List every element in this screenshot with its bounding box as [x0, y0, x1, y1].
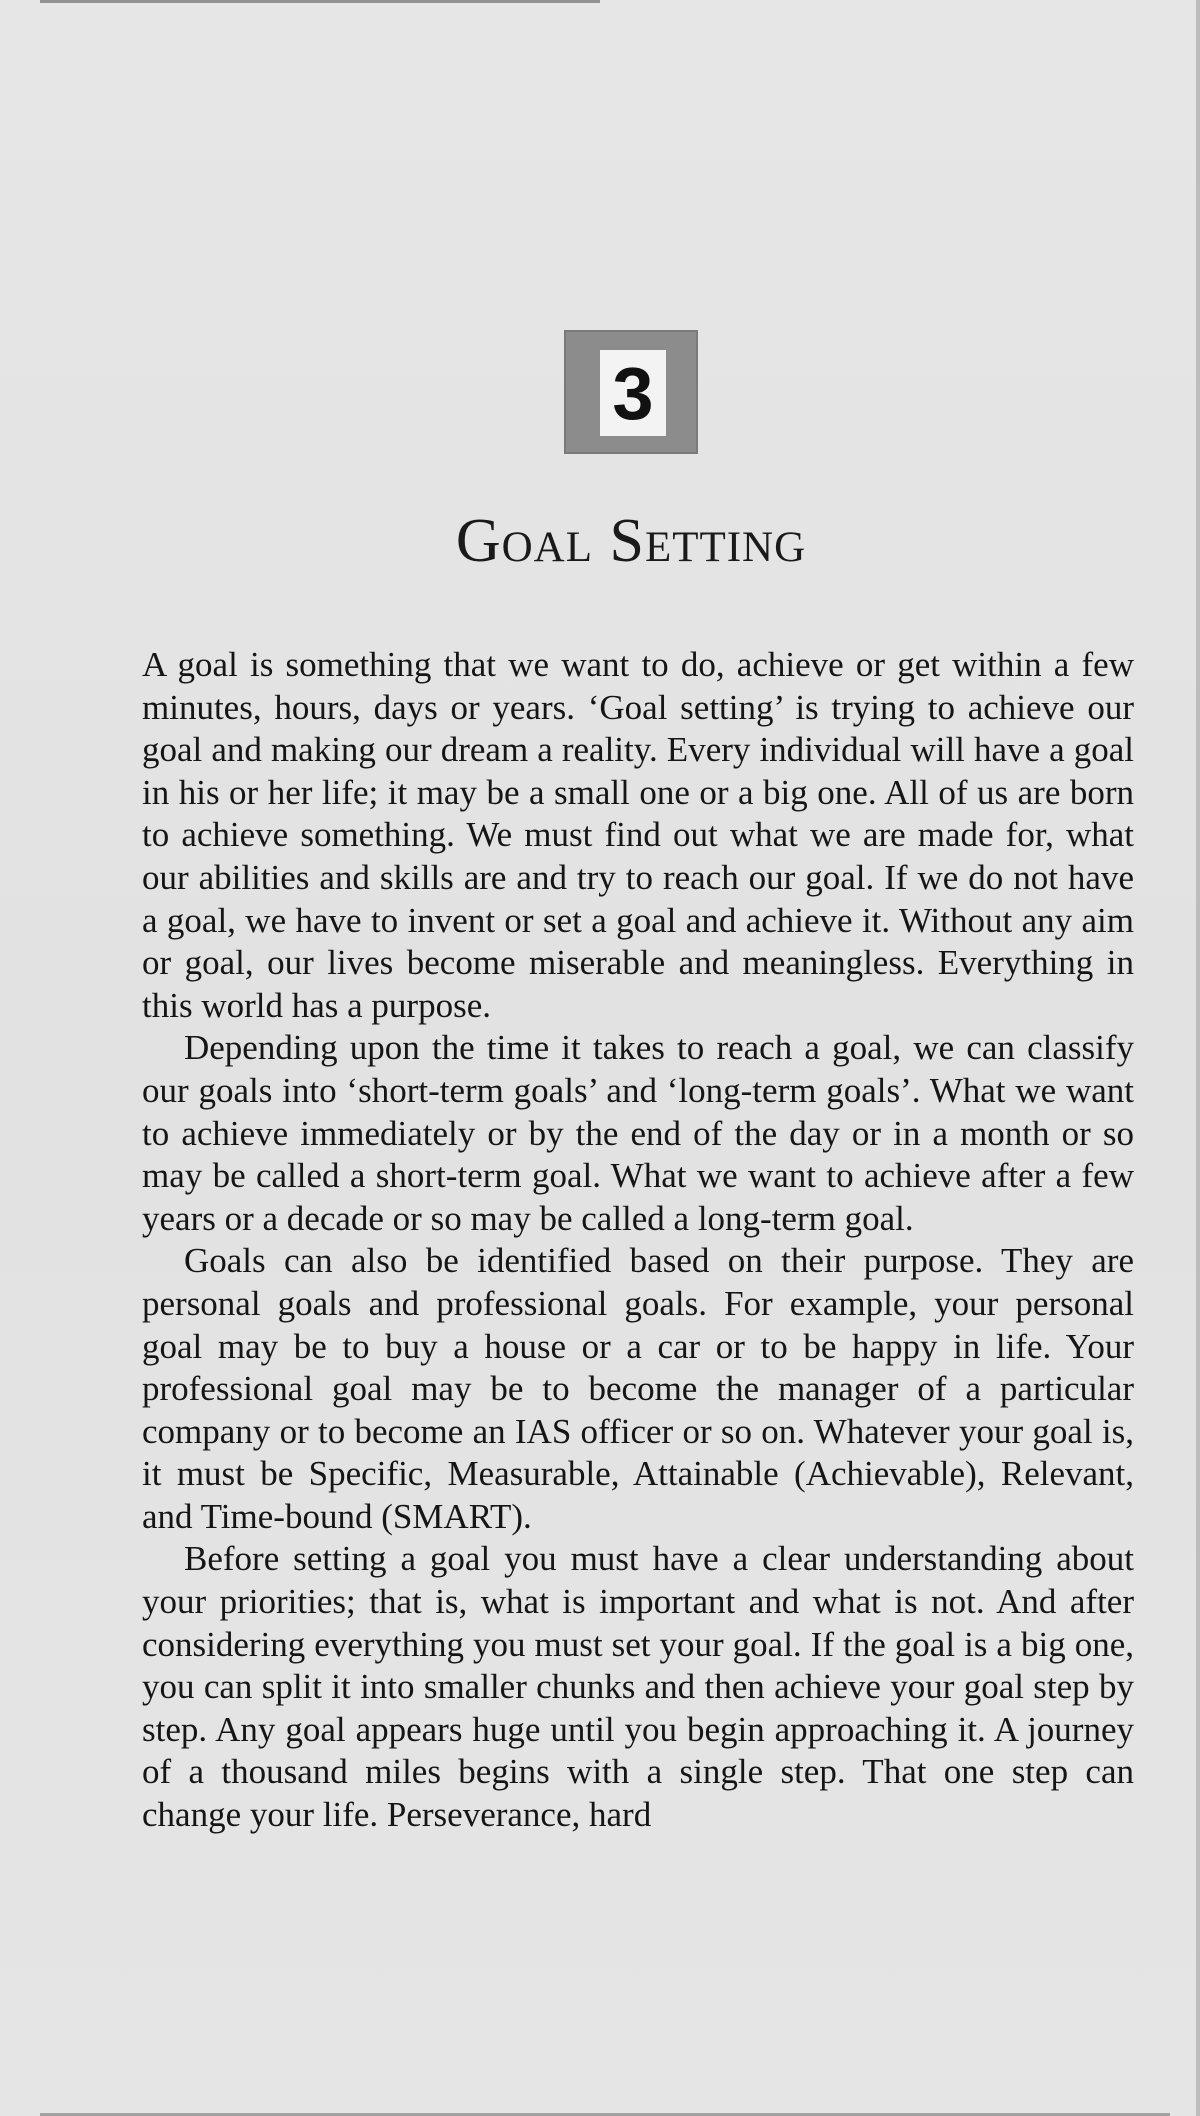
page-top-edge [40, 0, 600, 3]
paragraph-3: Goals can also be identified based on their purpose. They are personal goals and professional goals. For example, your personal goal may be to buy a house or a car or to be happy in life. Your professional goal may be to become the manager of a particular company or to become an IAS officer or so on. Whatever your goal is, it must be Specific, Measurable, Attainable (Achievable), Relevant, and Time-bound (SMART). [142, 1241, 1134, 1536]
chapter-number: 3 [612, 352, 654, 435]
chapter-number-badge [564, 330, 698, 454]
chapter-body [142, 644, 1134, 1837]
page-right-edge [1196, 0, 1200, 2116]
paragraph-2: Depending upon the time it takes to reach a goal, we can classify our goals into ‘short-term goals’ and ‘long-term goals’. What we want to achieve immediately or by the end of the day or in a month or so may be called a short-term goal. What we want to achieve after a few years or a decade or so may be called a long-term goal. [142, 1028, 1134, 1238]
paragraph-4: Before setting a goal you must have a clear understanding about your priorities; that is, what is important and what is not. And after considering everything you must set your goal. If the goal is a big one, you can split it into smaller chunks and then achieve your goal step by step. Any goal appears huge until you begin approaching it. A journey of a thousand miles begins with a single step. That one step can change your life. Perseverance, hard [142, 1539, 1134, 1835]
paragraph-1: A goal is something that we want to do, achieve or get within a few minutes, hours, days or years. ‘Goal setting’ is trying to achieve our goal and making our dream a reality. Every individual will have a goal in his or her life; it may be a small one or a big one. All of us are born to achieve something. We must find out what we are made for, what our abilities and skills are and try to reach our goal. If we do not have a goal, we have to invent or set a goal and achieve it. Without any aim or goal, our lives become miserable and meaningless. Everything in this world has a purpose. [142, 645, 1134, 1025]
chapter-title: Goal Setting [455, 507, 807, 575]
